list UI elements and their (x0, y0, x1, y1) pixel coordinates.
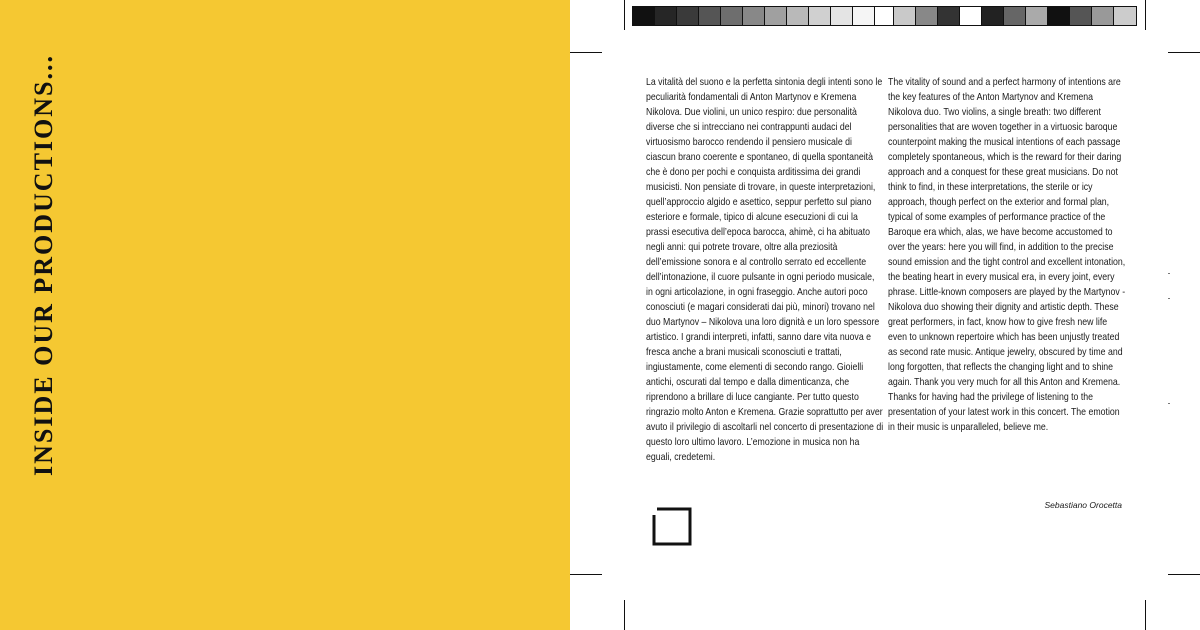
calibration-strip-left (632, 6, 898, 26)
crop-mark-top-right (1145, 0, 1146, 30)
side-title: INSIDE OUR PRODUCTIONS... (29, 54, 58, 476)
calibration-swatch (1004, 7, 1026, 25)
calibration-swatch (894, 7, 916, 25)
calibration-swatch (633, 7, 655, 25)
crop-mark-top-left (624, 0, 625, 30)
crop-mark-right-bottom (1168, 574, 1200, 575)
calibration-swatch (677, 7, 699, 25)
calibration-swatch (831, 7, 853, 25)
calibration-strip-right (893, 6, 1137, 26)
crop-mark-left-bottom (570, 574, 602, 575)
calibration-swatch (1070, 7, 1092, 25)
registration-dot (1168, 403, 1170, 404)
registration-dot (1168, 273, 1170, 274)
crop-mark-right-top (1168, 52, 1200, 53)
italian-text-column: La vitalità del suono e la perfetta sintonia degli intenti sono le peculiarità fondamentali di Anton Martynov e Kremena Nikolova. Due violini, un unico respiro: due personalità diverse che si intrecciano nei contrappunti audaci del virtuosismo barocco rendendo il pensiero musicale di ciascun brano coerente e spontaneo, di quella spontaneità che è dono per pochi e conquista arditissima dei grandi musicisti. Non pensiate di trovare, in queste interpretazioni, quell’approccio algido e asettico, seppur perfetto sul piano esteriore e formale, tipico di alcune esecuzioni di cui la prassi esecutiva dell’epoca barocca, ahimè, ci ha abituato negli anni: qui potrete trovare, oltre alla preziosità dell’emissione sonora e al controllo serrato ed eccellente dell’intonazione, il cuore pulsante in ogni periodo musicale, in ogni articolazione, in ogni fraseggio. Anche autori poco conosciuti (e magari considerati dai più, minori) trovano nel duo Martynov – Nikolova una loro dignità e un loro spessore artistico. I grandi interpreti, infatti, sanno dare vita nuova e fresca anche a brani musicali sconosciuti e trattati, ingiustamente, come elementi di secondo rango. Gioielli antichi, oscurati dal tempo e dalla dimenticanza, che riprendono a brillare di luce cangiante. Per tutto questo ringrazio molto Anton e Kremena. Grazie soprattutto per aver avuto il privilegio di ascoltarli nel concerto di presentazione di questo loro ultimo lavoro. L’emozione in musica non ha eguali, credetemi. (646, 77, 884, 463)
calibration-swatch (1114, 7, 1136, 25)
crop-mark-bottom-right (1145, 600, 1146, 630)
calibration-swatch (938, 7, 960, 25)
calibration-swatch (982, 7, 1004, 25)
registration-dot (1168, 298, 1170, 299)
calibration-swatch (1026, 7, 1048, 25)
calibration-swatch (721, 7, 743, 25)
square-logo-icon (651, 505, 693, 547)
calibration-swatch (655, 7, 677, 25)
english-text-column: The vitality of sound and a perfect harmony of intentions are the key features of the Anton Martynov and Kremena Nikolova duo. Two violins, a single breath: two different personalities that are woven together in a virtuosic baroque counterpoint making the musical intentions of each passage completely spontaneous, which is the reward for their daring approach and a conquest for these great musicians. Do not think to find, in these interpretations, the sterile or icy approach, though perfect on the exterior and formal plan, typical of some examples of performance practice of the Baroque era which, alas, we have become accustomed to over the years: here you will find, in addition to the precise sound emission and the tight control and excellent intonation, the beating heart in every musical era, in every joint, every phrase. Little-known composers are played by the Martynov - Nikolova duo showing their dignity and artistic depth. These great performers, in fact, know how to give fresh new life even to unknown repertoire which has been unjustly treated as second rate music. Antique jewelry, obscured by time and long forgotten, that reflects the changing light and to shine again. Thank you very much for all this Anton and Kremena. Thanks for having had the privilege of listening to the presentation of your latest work in this concert. The emotion in their music is unparalleled, believe me. (888, 77, 1126, 433)
crop-mark-bottom-left (624, 600, 625, 630)
crop-mark-left-top (570, 52, 602, 53)
calibration-swatch (699, 7, 721, 25)
author-signature: Sebastiano Orocetta (1044, 500, 1122, 510)
calibration-swatch (853, 7, 875, 25)
calibration-swatch (1092, 7, 1114, 25)
calibration-swatch (809, 7, 831, 25)
calibration-swatch (960, 7, 982, 25)
calibration-swatch (916, 7, 938, 25)
calibration-swatch (1048, 7, 1070, 25)
calibration-swatch (787, 7, 809, 25)
calibration-swatch (743, 7, 765, 25)
calibration-swatch (765, 7, 787, 25)
cover-yellow-panel (0, 0, 570, 630)
